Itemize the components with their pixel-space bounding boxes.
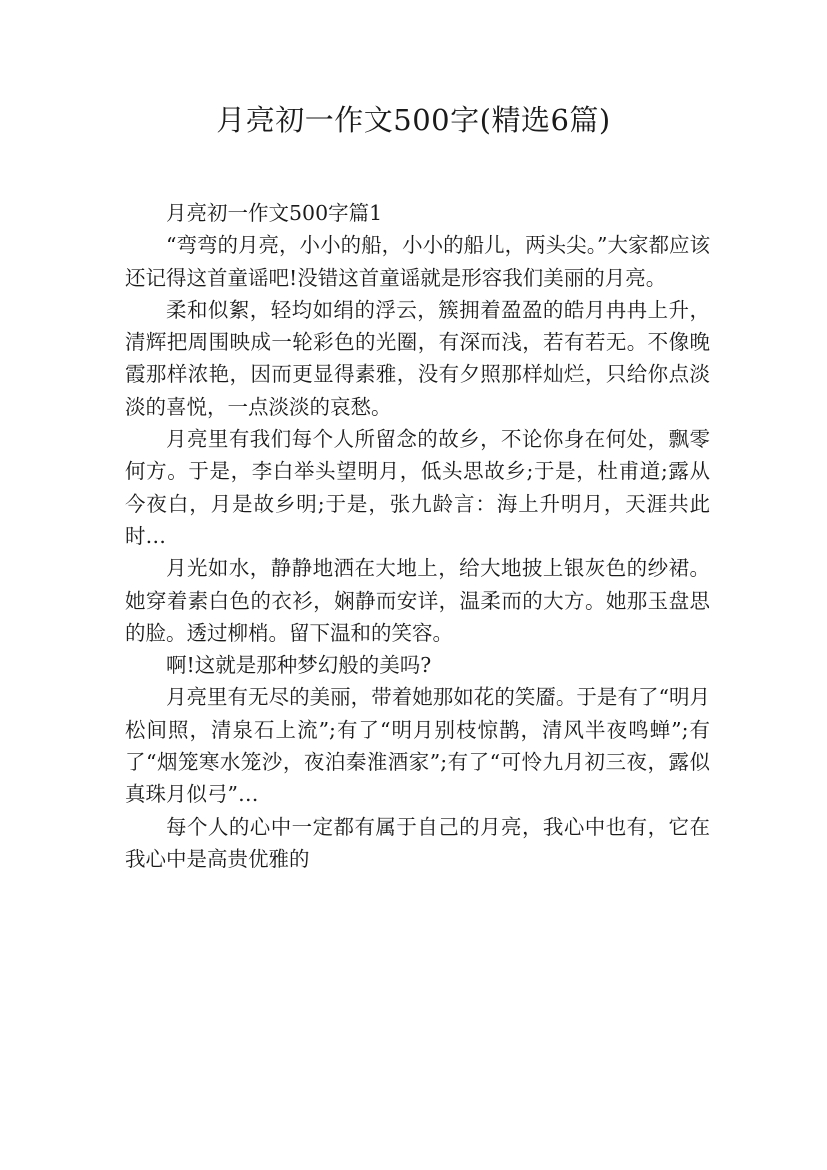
paragraph: 每个人的心中一定都有属于自己的月亮，我心中也有，它在我心中是高贵优雅的 <box>125 814 710 871</box>
document-title: 月亮初一作文500字(精选6篇) <box>216 103 611 137</box>
document-body <box>125 197 710 875</box>
paragraph: 啊!这就是那种梦幻般的美吗? <box>166 653 432 678</box>
paragraph: 月亮里有我们每个人所留念的故乡，不论你身在何处，飘零何方。于是，李白举头望明月，低头思故乡;于是，杜甫道;露从今夜白，月是故乡明;于是，张九龄言：海上升明月，天涯共此时… <box>125 427 710 548</box>
section-heading: 月亮初一作文500字篇1 <box>166 201 383 225</box>
paragraph: “弯弯的月亮，小小的船，小小的船儿，两头尖。”大家都应该还记得这首童谣吧!没错这首童谣就是形容我们美丽的月亮。 <box>125 233 710 290</box>
paragraph: 柔和似絮，轻均如绢的浮云，簇拥着盈盈的皓月冉冉上升，清辉把周围映成一轮彩色的光圈，有深而浅，若有若无。不像晚霞那样浓艳，因而更显得素雅，没有夕照那样灿烂，只给你点淡淡的喜悦，一点淡淡的哀愁。 <box>125 297 710 419</box>
paragraph: 月光如水，静静地洒在大地上，给大地披上银灰色的纱裙。她穿着素白色的衣衫，娴静而安详，温柔而的大方。她那玉盘思的脸。透过柳梢。留下温和的笑容。 <box>125 556 710 645</box>
paragraph: 月亮里有无尽的美丽，带着她那如花的笑靥。于是有了“明月松间照，清泉石上流”;有了“明月别枝惊鹊，清风半夜鸣蝉”;有了“烟笼寒水笼沙，夜泊秦淮酒家”;有了“可怜九月初三夜，露似真珠月似弓”… <box>125 685 710 807</box>
